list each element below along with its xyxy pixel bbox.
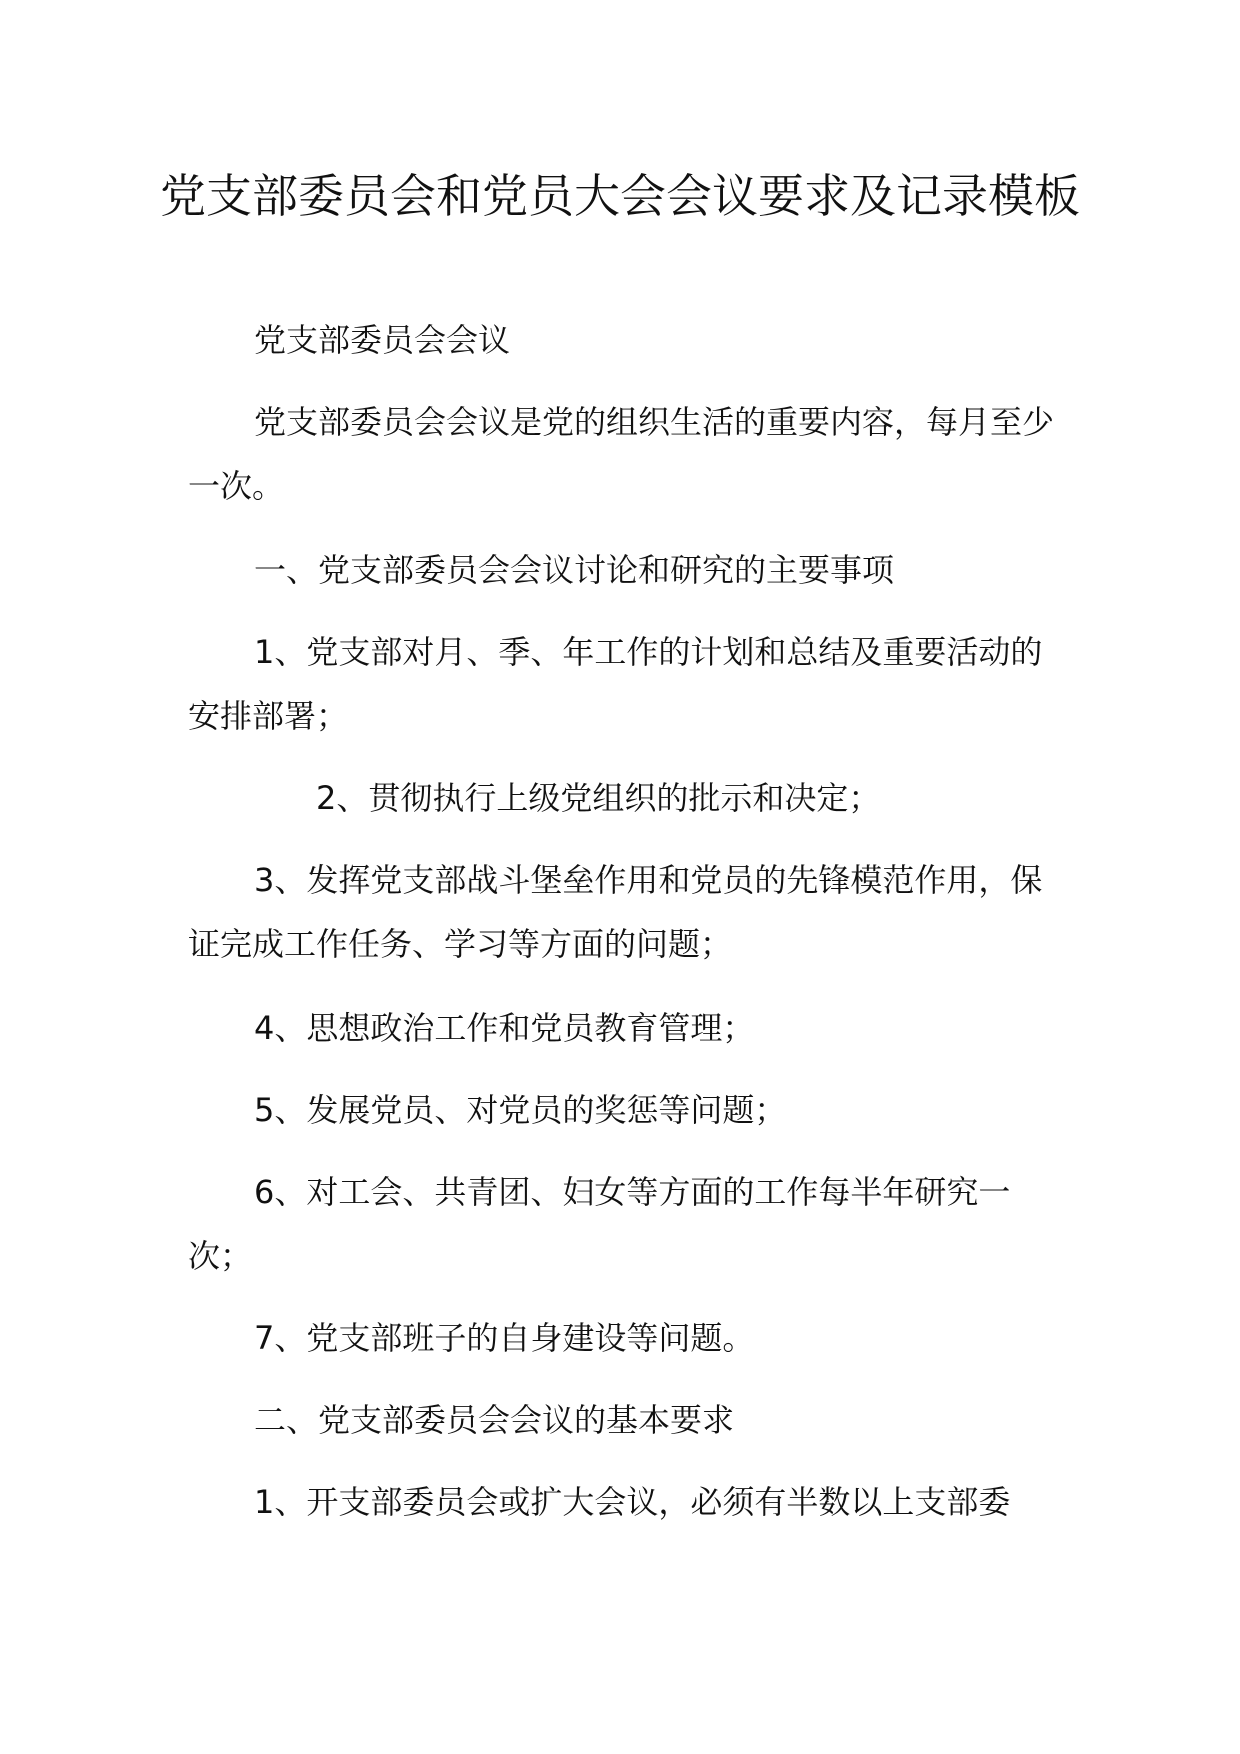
section-heading: 党支部委员会会议 — [254, 321, 511, 359]
list-item: 2、贯彻执行上级党组织的批示和决定； — [316, 779, 881, 817]
list-item: 1、党支部对月、季、年工作的计划和总结及重要活动的安排部署； — [188, 633, 1043, 735]
document-title: 党支部委员会和党员大会会议要求及记录模板 — [160, 169, 1080, 223]
subheading: 一、党支部委员会会议讨论和研究的主要事项 — [254, 551, 895, 589]
list-item: 5、发展党员、对党员的奖惩等问题； — [254, 1091, 787, 1129]
list-item: 7、党支部班子的自身建设等问题。 — [254, 1319, 755, 1357]
paragraph: 党支部委员会会议是党的组织生活的重要内容，每月至少一次。 — [188, 403, 1055, 505]
subheading: 二、党支部委员会会议的基本要求 — [254, 1401, 735, 1439]
list-item: 1、开支部委员会或扩大会议，必须有半数以上支部委 — [254, 1483, 1011, 1521]
list-item: 3、发挥党支部战斗堡垒作用和党员的先锋模范作用，保证完成工作任务、学习等方面的问题； — [188, 861, 1043, 963]
list-item: 6、对工会、共青团、妇女等方面的工作每半年研究一次； — [188, 1173, 1011, 1275]
list-item: 4、思想政治工作和党员教育管理； — [254, 1009, 755, 1047]
